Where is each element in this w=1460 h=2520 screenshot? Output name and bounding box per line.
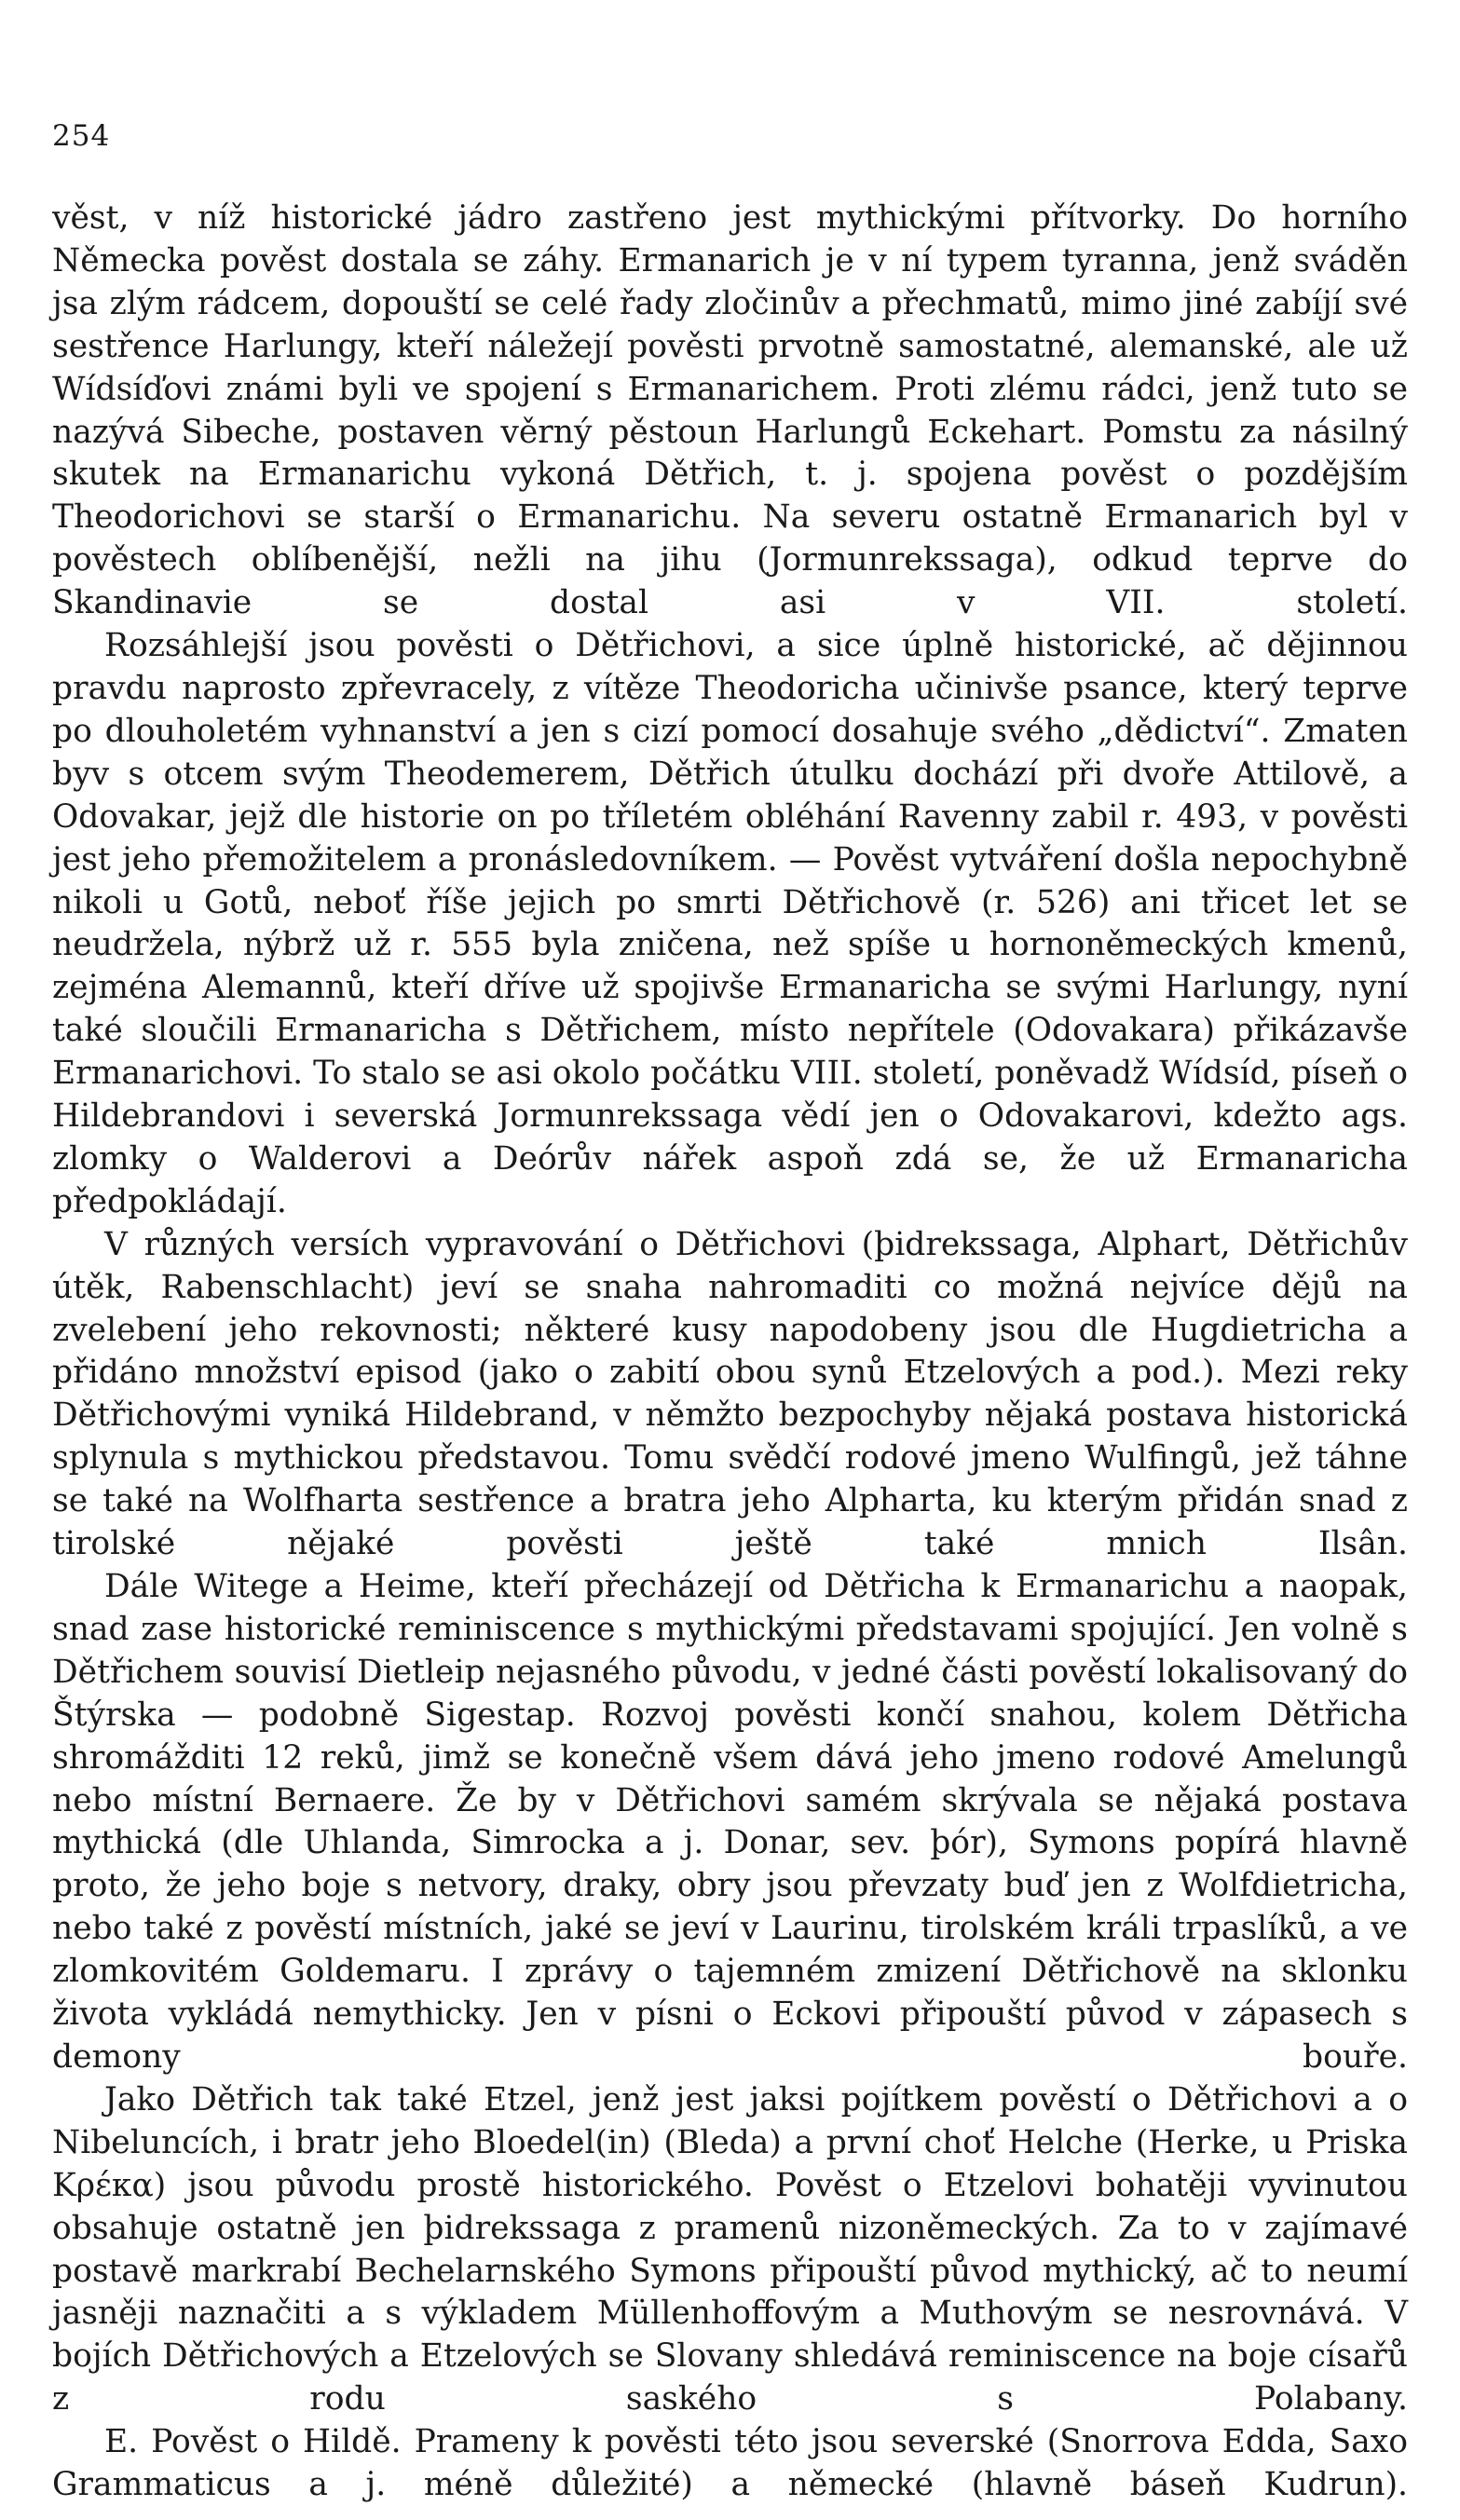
paragraph-6 <box>52 2421 1408 2507</box>
paragraph-4-text: Dále Witege a Heime, kteří přecházejí od Dětřicha k Ermanarichu a naopak, snad zase historické reminiscence s mythickými představami spojující. Jen volně s Dětřichem souvisí Dietleip nejasného původu, v jedné části pověstí lokalisovaný do Štýrska — podobně Sigestap. Rozvoj pověsti končí snahou, kolem Dětřicha shromážditi 12 reků, jimž se konečně všem dává jeho jmeno rodové Amelungů nebo místní Bernaere. Že by v Dětřichovi samém skrývala se nějaká postava mythická (dle Uhlanda, Simrocka a j. Donar, sev. þór), Symons popírá hlavně proto, že jeho boje s netvory, draky, obry jsou převzaty buď jen z Wolfdietricha, nebo také z pověstí místních, jaké se jeví v Laurinu, tirolském králi trpaslíků, a ve zlomkovitém Goldemaru. I zprávy o tajemném zmizení Dětřichově na sklonku života vykládá nemythicky. Jen v písni o Eckovi připouští původ v zápasech s demony bouře. <box>52 1568 1408 2076</box>
paragraph-1: věst, v níž historické jádro zastřeno jest mythickými přítvorky. Do horního Německa pověst dostala se záhy. Ermanarich je v ní typem tyranna, jenž sváděn jsa zlým rádcem, dopouští se celé řady zločinův a přechmatů, mimo jiné zabíjí své sestřence Harlungy, kteří náležejí pověsti prvotně samostatné, alemanské, ale už Wídsíďovi známi byli ve spojení s Ermanarichem. Proti zlému rádci, jenž tuto se nazývá Sibeche, postaven věrný pěstoun Harlungů Eckehart. Pomstu za násilný skutek na Ermanarichu vykoná Dětřich, t. j. spojena pověst o pozdějším Theodorichovi se starší o Ermanarichu. Na severu ostatně Ermanarich byl v pověstech oblíbenější, nežli na jihu (Jormunrekssaga), odkud teprve do Skandinavie se dostal asi v VII. století. <box>52 199 1408 622</box>
paragraph-5 <box>52 2079 1408 2421</box>
paragraph-5-text: Jako Dětřich tak také Etzel, jenž jest jaksi pojítkem pověstí o Dětřichovi a o Nibeluncích, i bratr jeho Bloedel(in) (Bleda) a první choť Helche (Herke, u Priska Κρέκα) jsou původu prostě historického. Pověst o Etzelovi bohatěji vyvinutou obsahuje ostatně jen þidrekssaga z pramenů nizoněmeckých. Za to v zajímavé postavě markrabí Bechelarnského Symons připouští původ mythický, ač to neumí jasněji naznačiti a s výkladem Müllenhoffovým a Muthovým se nesrovnává. V bojích Dětřichových a Etzelových se Slovany shledává reminiscence na boje císařů z rodu saského s Polabany. <box>52 2080 1408 2418</box>
paragraph-2-text: Rozsáhlejší jsou pověsti o Dětřichovi, a sice úplně historické, ač dějinnou pravdu naprosto zpřevracely, z vítěze Theodoricha učinivše psance, který teprve po dlouholetém vyhnanství a jen s cizí pomocí dosahuje svého „dědictví“. Zmaten byv s otcem svým Theodemerem, Dětřich útulku dochází při dvoře Attilově, a Odovakar, jejž dle historie on po tříletém obléhání Ravenny zabil r. 493, v pověsti jest jeho přemožitelem a pronásledovníkem. — Pověst vytváření došla nepochybně nikoli u Gotů, neboť říše jejich po smrti Dětřichově (r. 526) ani třicet let se neudržela, nýbrž už r. 555 byla zničena, než spíše u hornoněmeckých kmenů, zejména Alemannů, kteří dříve už spojivše Ermanaricha se svými Harlungy, nyní také sloučili Ermanaricha s Dětřichem, místo nepřítele (Odovakara) přikázavše Ermanarichovi. To stalo se asi okolo počátku VIII. století, poněvadž Wídsíd, píseň o Hildebrandovi i severská Jormunrekssaga vědí jen o Odovakarovi, kdežto ags. zlomky o Walderovi a Deórův nářek aspoň zdá se, že už Ermanaricha předpokládají. <box>52 627 1408 1220</box>
paragraph-6-text: E. Pověst o Hildě. Prameny k pověsti této jsou severské (Snorrova Edda, Saxo Grammaticus a j. méně důležité) a německé (hlavně báseň Kudrun). <box>52 2423 1408 2504</box>
paragraph-3-text: V různých versích vypravování o Dětřichovi (þidrekssaga, Alphart, Dětřichův útěk, Rabenschlacht) jeví se snaha nahromaditi co možná nejvíce dějů na zvelebení jeho rekovnosti; některé kusy napodobeny jsou dle Hugdietricha a přidáno množství episod (jako o zabití obou synů Etzelových a pod.). Mezi reky Dětřichovými vyniká Hildebrand, v němžto bezpochyby nějaká postava historická splynula s mythickou představou. Tomu svědčí rodové jmeno Wulfingů, jež táhne se také na Wolfharta sestřence a bratra jeho Alpharta, ku kterým přidán snad z tirolské nějaké pověsti ještě také mnich Ilsân. <box>52 1225 1408 1563</box>
paragraph-3 <box>52 1224 1408 1566</box>
paragraph-2 <box>52 625 1408 1224</box>
paragraph-4 <box>52 1566 1408 2079</box>
body-text <box>52 198 1408 2507</box>
page-number: 254 <box>52 119 111 153</box>
